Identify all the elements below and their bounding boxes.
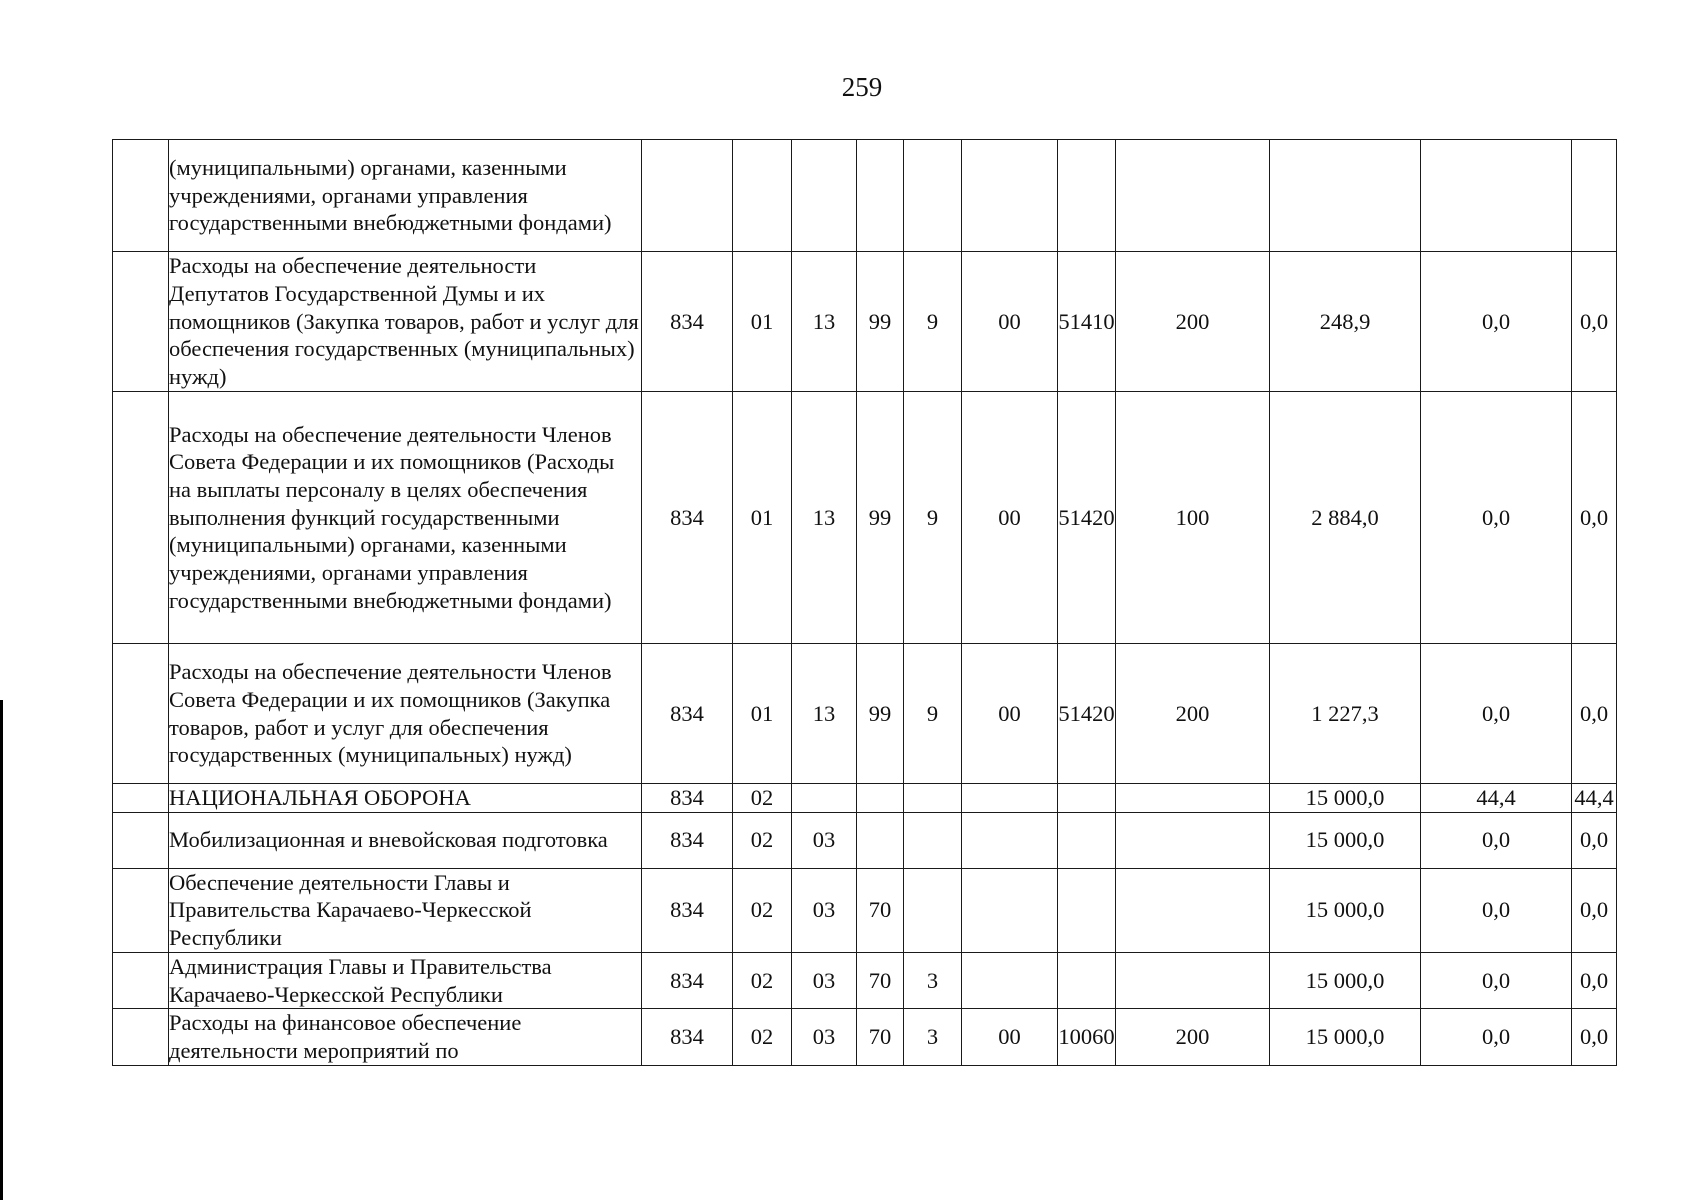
code-program-cell: 70 bbox=[857, 1009, 904, 1065]
amount-year2-cell: 0,0 bbox=[1421, 644, 1572, 784]
amount-cell: 15 000,0 bbox=[1270, 812, 1421, 868]
amount-year2-cell: 0,0 bbox=[1421, 252, 1572, 392]
amount-year2-cell: 0,0 bbox=[1421, 1009, 1572, 1065]
amount-year3-cell: 0,0 bbox=[1572, 644, 1617, 784]
row-number-cell bbox=[113, 1009, 169, 1065]
amount-year3-cell bbox=[1572, 140, 1617, 252]
code-section-cell: 02 bbox=[733, 868, 792, 952]
code-target-cell bbox=[1058, 784, 1116, 813]
amount-year3-cell: 0,0 bbox=[1572, 252, 1617, 392]
amount-year3-cell: 0,0 bbox=[1572, 952, 1617, 1008]
code-subsection-cell: 13 bbox=[792, 252, 857, 392]
code-section-cell: 01 bbox=[733, 392, 792, 644]
amount-cell bbox=[1270, 140, 1421, 252]
table-body bbox=[113, 140, 1617, 1066]
row-number-cell bbox=[113, 140, 169, 252]
code-subsection-cell: 13 bbox=[792, 392, 857, 644]
code-target-cell bbox=[1058, 140, 1116, 252]
code-section-cell: 02 bbox=[733, 784, 792, 813]
code-admin-cell: 834 bbox=[642, 784, 733, 813]
code-admin-cell: 834 bbox=[642, 812, 733, 868]
code-subprogram-cell bbox=[904, 868, 962, 952]
code-admin-cell: 834 bbox=[642, 644, 733, 784]
code-expense-type-cell: 100 bbox=[1116, 392, 1270, 644]
code-expense-type-cell bbox=[1116, 140, 1270, 252]
code-program-cell bbox=[857, 140, 904, 252]
code-section-cell: 02 bbox=[733, 1009, 792, 1065]
code-subprogram-cell bbox=[904, 784, 962, 813]
code-target-cell bbox=[1058, 812, 1116, 868]
code-direction-cell bbox=[962, 784, 1058, 813]
code-subsection-cell: 03 bbox=[792, 1009, 857, 1065]
code-admin-cell: 834 bbox=[642, 1009, 733, 1065]
code-admin-cell: 834 bbox=[642, 952, 733, 1008]
description-cell: НАЦИОНАЛЬНАЯ ОБОРОНА bbox=[169, 784, 642, 813]
table-row bbox=[113, 868, 1617, 952]
amount-cell: 2 884,0 bbox=[1270, 392, 1421, 644]
description-cell: Расходы на обеспечение деятельности Членов Совета Федерации и их помощников (Расходы на выплаты персоналу в целях обеспечения выполнения функций государственными (муниципальными) органами, казенными учреждениями, органами управления государственными внебюджетными фондами) bbox=[169, 392, 642, 644]
row-number-cell bbox=[113, 868, 169, 952]
code-direction-cell: 00 bbox=[962, 644, 1058, 784]
code-direction-cell: 00 bbox=[962, 1009, 1058, 1065]
code-program-cell: 99 bbox=[857, 644, 904, 784]
code-target-cell bbox=[1058, 952, 1116, 1008]
amount-year3-cell: 0,0 bbox=[1572, 1009, 1617, 1065]
amount-cell: 15 000,0 bbox=[1270, 784, 1421, 813]
amount-year3-cell: 0,0 bbox=[1572, 812, 1617, 868]
code-direction-cell: 00 bbox=[962, 252, 1058, 392]
code-target-cell: 51420 bbox=[1058, 392, 1116, 644]
code-admin-cell: 834 bbox=[642, 868, 733, 952]
row-number-cell bbox=[113, 812, 169, 868]
code-subprogram-cell bbox=[904, 140, 962, 252]
code-subprogram-cell: 3 bbox=[904, 952, 962, 1008]
code-program-cell: 70 bbox=[857, 868, 904, 952]
code-target-cell: 51410 bbox=[1058, 252, 1116, 392]
amount-year2-cell: 0,0 bbox=[1421, 952, 1572, 1008]
code-target-cell bbox=[1058, 868, 1116, 952]
code-direction-cell bbox=[962, 812, 1058, 868]
code-admin-cell: 834 bbox=[642, 252, 733, 392]
code-expense-type-cell: 200 bbox=[1116, 644, 1270, 784]
code-expense-type-cell bbox=[1116, 812, 1270, 868]
amount-year2-cell: 0,0 bbox=[1421, 392, 1572, 644]
code-subsection-cell: 03 bbox=[792, 868, 857, 952]
amount-cell: 248,9 bbox=[1270, 252, 1421, 392]
code-expense-type-cell bbox=[1116, 784, 1270, 813]
code-subsection-cell: 03 bbox=[792, 952, 857, 1008]
table-row bbox=[113, 1009, 1617, 1065]
code-target-cell: 10060 bbox=[1058, 1009, 1116, 1065]
description-cell: (муниципальными) органами, казенными учреждениями, органами управления государственными внебюджетными фондами) bbox=[169, 140, 642, 252]
row-number-cell bbox=[113, 252, 169, 392]
description-cell: Расходы на обеспечение деятельности Членов Совета Федерации и их помощников (Закупка товаров, работ и услуг для обеспечения государственных (муниципальных) нужд) bbox=[169, 644, 642, 784]
code-direction-cell bbox=[962, 140, 1058, 252]
budget-table bbox=[112, 139, 1617, 1066]
amount-year2-cell: 44,4 bbox=[1421, 784, 1572, 813]
table-row bbox=[113, 952, 1617, 1008]
row-number-cell bbox=[113, 392, 169, 644]
description-cell: Расходы на финансовое обеспечение деятельности мероприятий по bbox=[169, 1009, 642, 1065]
code-subsection-cell: 13 bbox=[792, 644, 857, 784]
amount-year3-cell: 0,0 bbox=[1572, 868, 1617, 952]
amount-year2-cell bbox=[1421, 140, 1572, 252]
page-number: 259 bbox=[841, 72, 883, 102]
code-section-cell: 01 bbox=[733, 252, 792, 392]
code-subsection-cell: 03 bbox=[792, 812, 857, 868]
amount-cell: 15 000,0 bbox=[1270, 1009, 1421, 1065]
code-section-cell bbox=[733, 140, 792, 252]
code-admin-cell bbox=[642, 140, 733, 252]
amount-year3-cell: 44,4 bbox=[1572, 784, 1617, 813]
amount-cell: 15 000,0 bbox=[1270, 868, 1421, 952]
table-row bbox=[113, 140, 1617, 252]
row-number-cell bbox=[113, 644, 169, 784]
code-section-cell: 02 bbox=[733, 952, 792, 1008]
table-row bbox=[113, 644, 1617, 784]
code-subprogram-cell: 9 bbox=[904, 392, 962, 644]
amount-cell: 1 227,3 bbox=[1270, 644, 1421, 784]
code-subprogram-cell: 3 bbox=[904, 1009, 962, 1065]
table-row bbox=[113, 812, 1617, 868]
code-subprogram-cell: 9 bbox=[904, 252, 962, 392]
description-cell: Обеспечение деятельности Главы и Правительства Карачаево-Черкесской Республики bbox=[169, 868, 642, 952]
code-section-cell: 01 bbox=[733, 644, 792, 784]
code-target-cell: 51420 bbox=[1058, 644, 1116, 784]
table-row bbox=[113, 392, 1617, 644]
amount-year2-cell: 0,0 bbox=[1421, 812, 1572, 868]
description-cell: Мобилизационная и вневойсковая подготовка bbox=[169, 812, 642, 868]
code-subsection-cell bbox=[792, 140, 857, 252]
code-subprogram-cell: 9 bbox=[904, 644, 962, 784]
code-program-cell: 99 bbox=[857, 392, 904, 644]
code-subprogram-cell bbox=[904, 812, 962, 868]
code-direction-cell: 00 bbox=[962, 392, 1058, 644]
code-expense-type-cell bbox=[1116, 952, 1270, 1008]
code-program-cell bbox=[857, 812, 904, 868]
code-direction-cell bbox=[962, 868, 1058, 952]
amount-year3-cell: 0,0 bbox=[1572, 392, 1617, 644]
code-section-cell: 02 bbox=[733, 812, 792, 868]
description-cell: Администрация Главы и Правительства Карачаево-Черкесской Республики bbox=[169, 952, 642, 1008]
table-row bbox=[113, 784, 1617, 813]
amount-cell: 15 000,0 bbox=[1270, 952, 1421, 1008]
code-program-cell: 70 bbox=[857, 952, 904, 1008]
amount-year2-cell: 0,0 bbox=[1421, 868, 1572, 952]
row-number-cell bbox=[113, 784, 169, 813]
code-expense-type-cell: 200 bbox=[1116, 252, 1270, 392]
table-row bbox=[113, 252, 1617, 392]
description-cell: Расходы на обеспечение деятельности Депутатов Государственной Думы и их помощников (Закупка товаров, работ и услуг для обеспечения государственных (муниципальных) нужд) bbox=[169, 252, 642, 392]
code-direction-cell bbox=[962, 952, 1058, 1008]
scan-margin-line bbox=[0, 700, 3, 1200]
row-number-cell bbox=[113, 952, 169, 1008]
code-expense-type-cell: 200 bbox=[1116, 1009, 1270, 1065]
code-admin-cell: 834 bbox=[642, 392, 733, 644]
code-program-cell: 99 bbox=[857, 252, 904, 392]
code-subsection-cell bbox=[792, 784, 857, 813]
code-program-cell bbox=[857, 784, 904, 813]
code-expense-type-cell bbox=[1116, 868, 1270, 952]
